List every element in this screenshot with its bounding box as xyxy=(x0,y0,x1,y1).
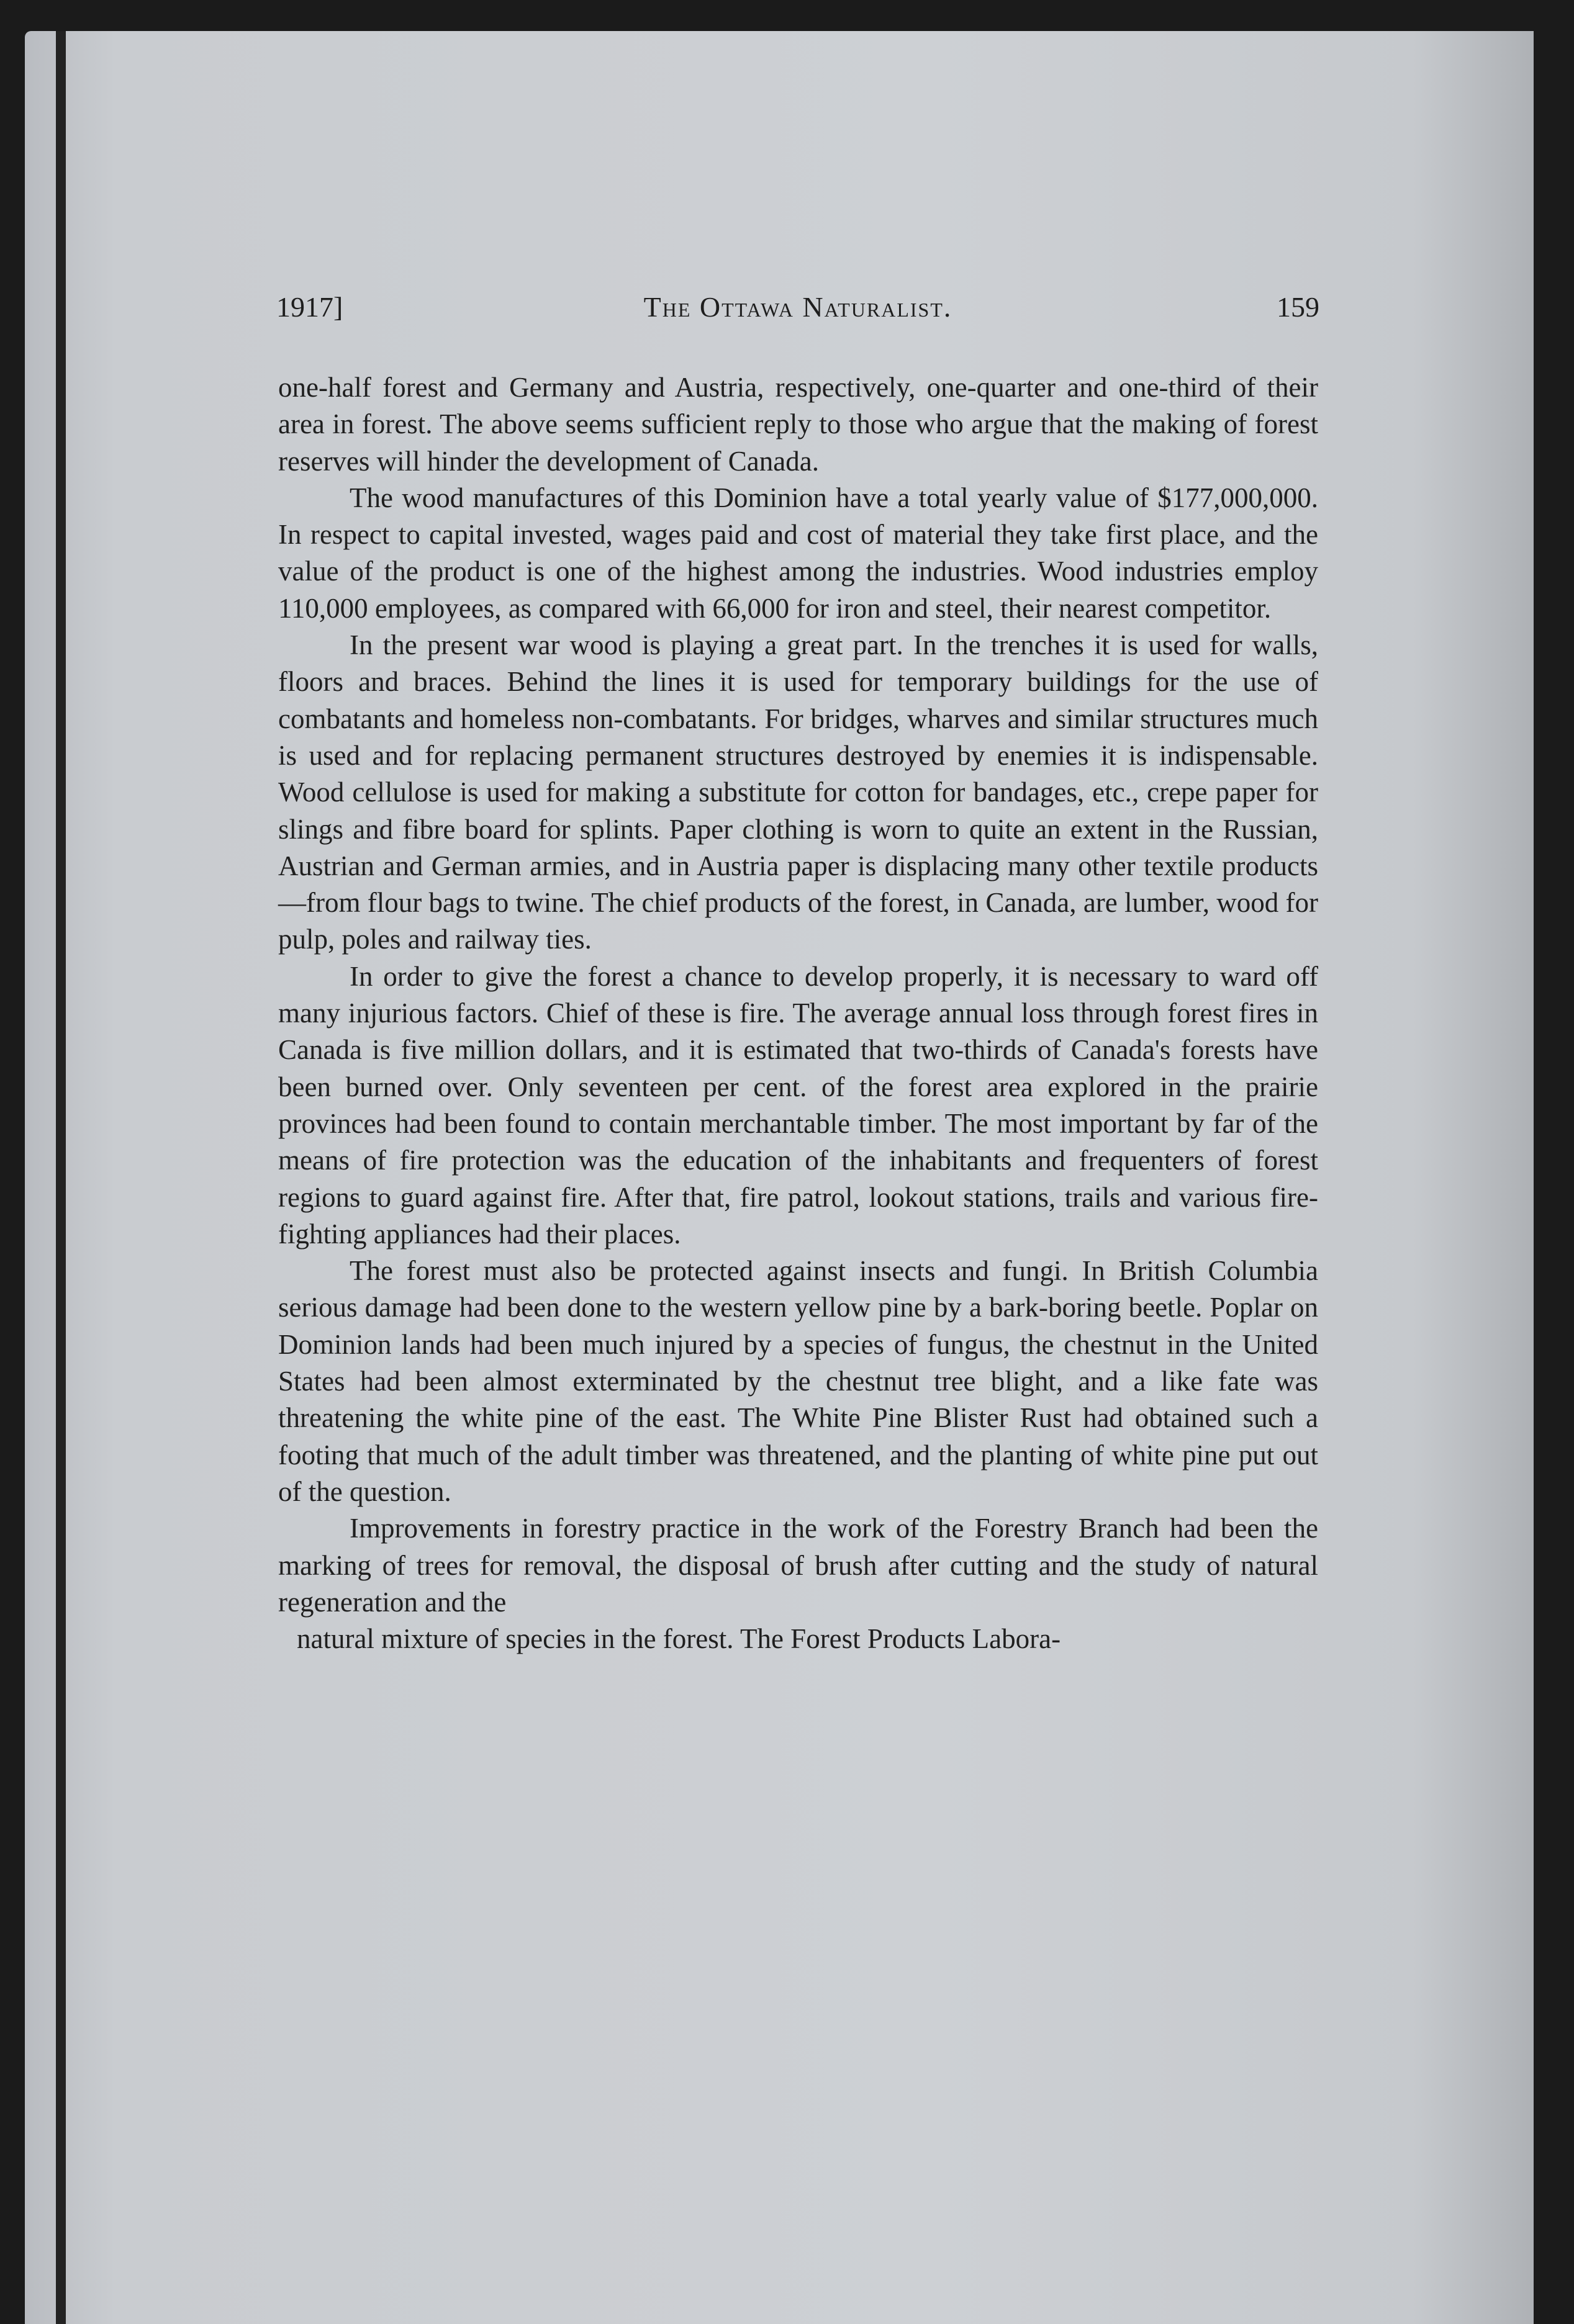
paragraph-wood-manufactures: The wood manufactures of this Dominion have a total yearly value of $177,000,000. In respect to capital invested, wages paid and cost of material they take first place, and the value of the product is one of the highest among the industries. Wood industries employ 110,000 employees, as compared with 66,000 for iron and steel, their nearest competitor. xyxy=(278,482,1318,624)
journal-title: The Ottawa Naturalist. xyxy=(643,291,952,323)
paragraph-insects-fungi: The forest must also be protected against insects and fungi. In British Columbia serious damage had been done to the western yellow pine by a bark-boring beetle. Poplar on Dominion lands had been much injured by a species of fungus, the chestnut in the United States had been almost exterminated by the chestnut tree blight, and a like fate was threatening the white pine of the east. The White Pine Blister Rust had obtained such a footing that much of the adult timber was threatened, and the planting of white pine put out of the question. xyxy=(278,1255,1318,1507)
paragraph-improvements-continued: natural mixture of species in the forest. The Forest Products Labora- xyxy=(297,1623,1061,1655)
paragraph-war-wood: In the present war wood is playing a great part. In the trenches it is used for walls, floors and braces. Behind the lines it is used for temporary buildings for the use of combatants and homeless non-combatants. For bridges, wharves and similar structures much is used and for replacing permanent structures destroyed by enemies it is indispensable. Wood cellulose is used for making a substitute for cotton for bandages, etc., crepe paper for slings and fibre board for splints. Paper clothing is worn to quite an extent in the Russian, Austrian and German armies, and in Austria paper is displacing many other textile products—from flour bags to twine. The chief products of the forest, in Canada, are lumber, wood for pulp, poles and railway ties. xyxy=(278,629,1318,955)
article-body xyxy=(278,369,1318,1657)
running-header xyxy=(276,290,1319,334)
page-number: 159 xyxy=(1277,291,1319,323)
paragraph-continued: one-half forest and Germany and Austria, respectively, one-quarter and one-third of their area in forest. The above seems sufficient reply to those who argue that the making of forest reserves will hinder the development of Canada. xyxy=(278,372,1318,477)
header-year: 1917] xyxy=(276,291,343,323)
scan-border xyxy=(1534,31,1574,2324)
binding-shadow xyxy=(56,31,66,2324)
paragraph-fire: In order to give the forest a chance to develop properly, it is necessary to ward off many injurious factors. Chief of these is fire. The average annual loss through forest fires in Canada is five million dollars, and it is estimated that two-thirds of Canada's forests have been burned over. Only seventeen per cent. of the forest area explored in the prairie provinces had been found to contain merchantable timber. The most important by far of the means of fire protection was the education of the inhabitants and frequenters of forest regions to guard against fire. After that, fire patrol, lookout stations, trails and various fire-fighting appliances had their places. xyxy=(278,960,1318,1250)
paragraph-improvements: Improvements in forestry practice in the work of the Forestry Branch had been the marking of trees for removal, the disposal of brush after cutting and the study of natural regeneration and the xyxy=(278,1513,1318,1618)
